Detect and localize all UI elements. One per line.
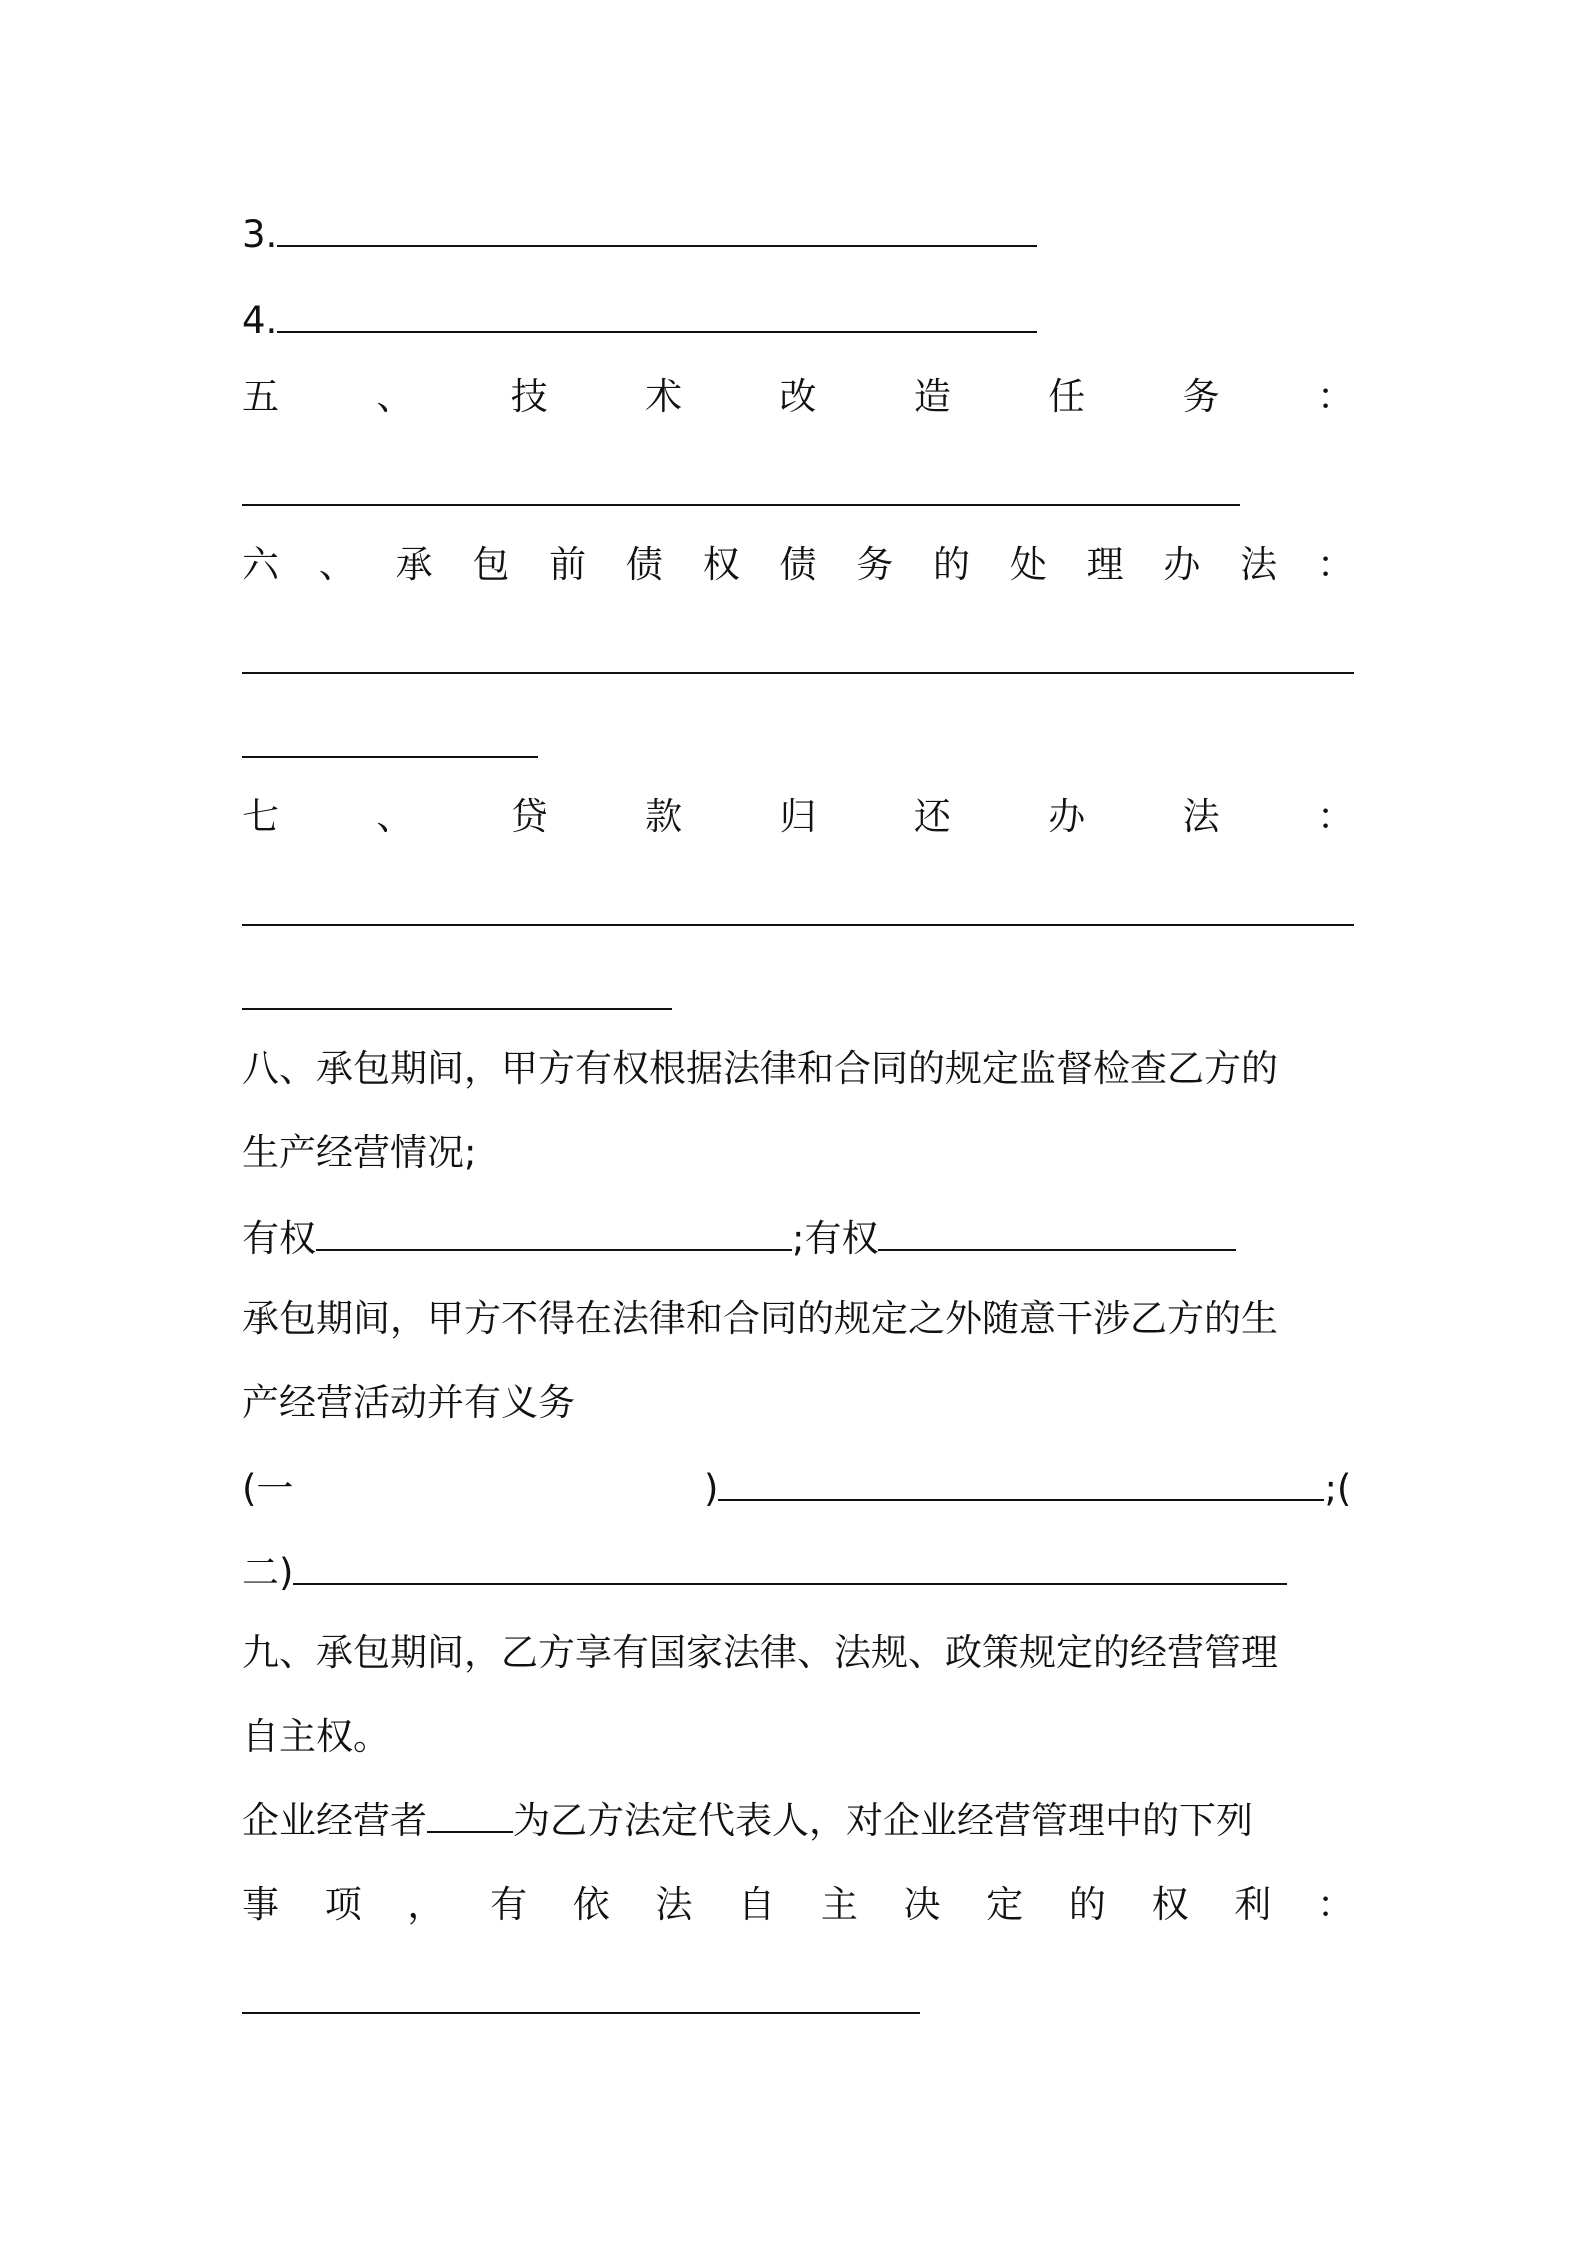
section-5-char: 五: [242, 375, 279, 418]
section-9-line-2: 自主权。: [242, 1715, 390, 1758]
obligation-two-line: [242, 1548, 1287, 1598]
paren-one-open: (一: [242, 1467, 294, 1510]
section-6-char: 务: [856, 543, 894, 586]
section-6-char: 处: [1009, 543, 1047, 586]
rights-line: [242, 1214, 1236, 1264]
section-6-char: 理: [1086, 543, 1124, 586]
section-6-char: 包: [472, 543, 510, 586]
item-3-blank[interactable]: [277, 215, 1037, 247]
item-4-number: 4.: [242, 299, 278, 342]
obligation-one-blank[interactable]: [718, 1469, 1324, 1501]
section-8-line-2: 生产经营情况;: [242, 1131, 477, 1174]
matters-char: 主: [820, 1883, 858, 1926]
section-7-char: 贷: [510, 795, 548, 838]
section-6-char: 法: [1240, 543, 1278, 586]
matters-char: 利: [1234, 1883, 1272, 1926]
item-3-line: [242, 210, 1037, 260]
section-6-char: 的: [933, 543, 971, 586]
operator-prefix: 企业经营者: [242, 1799, 427, 1842]
section-6-char: 前: [549, 543, 587, 586]
matters-char: 定: [986, 1883, 1024, 1926]
section-5-char: 、: [376, 375, 414, 418]
section-9-line-1: 九、承包期间，乙方享有国家法律、法规、政策规定的经营管理: [242, 1631, 1278, 1674]
matters-char: 有: [490, 1883, 528, 1926]
matters-title: [242, 1880, 1354, 1930]
section-6-blank-2[interactable]: [242, 756, 538, 758]
section-7-char: 法: [1182, 795, 1220, 838]
matters-char: 自: [738, 1883, 776, 1926]
obligation-two-blank[interactable]: [293, 1553, 1287, 1585]
section-7-blank-1[interactable]: [242, 924, 1354, 926]
paren-one-close-group: [704, 1464, 1351, 1514]
matters-char: 的: [1068, 1883, 1106, 1926]
section-5-char: 术: [645, 375, 683, 418]
section-7-char: 办: [1048, 795, 1086, 838]
section-5-title: [242, 372, 1354, 422]
section-8-line-1: 八、承包期间，甲方有权根据法律和合同的规定监督检查乙方的: [242, 1047, 1278, 1090]
rights-blank-1[interactable]: [316, 1219, 792, 1251]
matters-char: ：: [1316, 1883, 1354, 1926]
section-6-char: 债: [779, 543, 817, 586]
section-5-blank[interactable]: [242, 504, 1240, 506]
section-6-char: 办: [1163, 543, 1201, 586]
operator-name-blank[interactable]: [427, 1801, 513, 1833]
section-6-title: [242, 540, 1354, 590]
matters-char: 权: [1151, 1883, 1189, 1926]
matters-char: 法: [655, 1883, 693, 1926]
section-6-char: 、: [318, 543, 356, 586]
section-7-char: 归: [779, 795, 817, 838]
section-6-blank-1[interactable]: [242, 672, 1354, 674]
section-5-char: 改: [779, 375, 817, 418]
item-4-line: [242, 296, 1037, 346]
operator-line: [242, 1796, 1253, 1846]
obligation-one-line: [242, 1464, 1354, 1514]
matters-char: ，: [407, 1883, 445, 1926]
matters-char: 依: [572, 1883, 610, 1926]
section-7-blank-2[interactable]: [242, 1008, 672, 1010]
section-7-char: 、: [376, 795, 414, 838]
section-6-char: ：: [1316, 543, 1354, 586]
section-6-char: 六: [242, 543, 279, 586]
matters-blank[interactable]: [242, 2012, 920, 2014]
section-5-char: 造: [913, 375, 951, 418]
section-5-char: 务: [1182, 375, 1220, 418]
section-6-char: 债: [625, 543, 663, 586]
rights-blank-2[interactable]: [878, 1219, 1236, 1251]
matters-char: 事: [242, 1883, 279, 1926]
item-4-blank[interactable]: [277, 301, 1037, 333]
section-7-char: 款: [645, 795, 683, 838]
paren-two-open: ;(: [1324, 1467, 1352, 1510]
matters-char: 决: [903, 1883, 941, 1926]
operator-suffix: 为乙方法定代表人，对企业经营管理中的下列: [513, 1799, 1253, 1842]
rights-label-1: 有权: [242, 1217, 316, 1260]
matters-char: 项: [324, 1883, 362, 1926]
paren-one-close: ): [704, 1467, 719, 1510]
section-7-char: 七: [242, 795, 279, 838]
rights-separator: ;有权: [792, 1217, 879, 1260]
section-7-char: ：: [1317, 795, 1354, 838]
section-7-char: 还: [913, 795, 951, 838]
section-5-char: ：: [1317, 375, 1354, 418]
section-6-char: 权: [702, 543, 740, 586]
section-5-char: 任: [1048, 375, 1086, 418]
paren-two-close: 二): [242, 1551, 294, 1594]
obligation-line-2: 产经营活动并有义务: [242, 1381, 575, 1424]
section-5-char: 技: [510, 375, 548, 418]
section-6-char: 承: [395, 543, 433, 586]
item-3-number: 3.: [242, 213, 278, 256]
obligation-line-1: 承包期间，甲方不得在法律和合同的规定之外随意干涉乙方的生: [242, 1297, 1278, 1340]
section-7-title: [242, 792, 1354, 842]
